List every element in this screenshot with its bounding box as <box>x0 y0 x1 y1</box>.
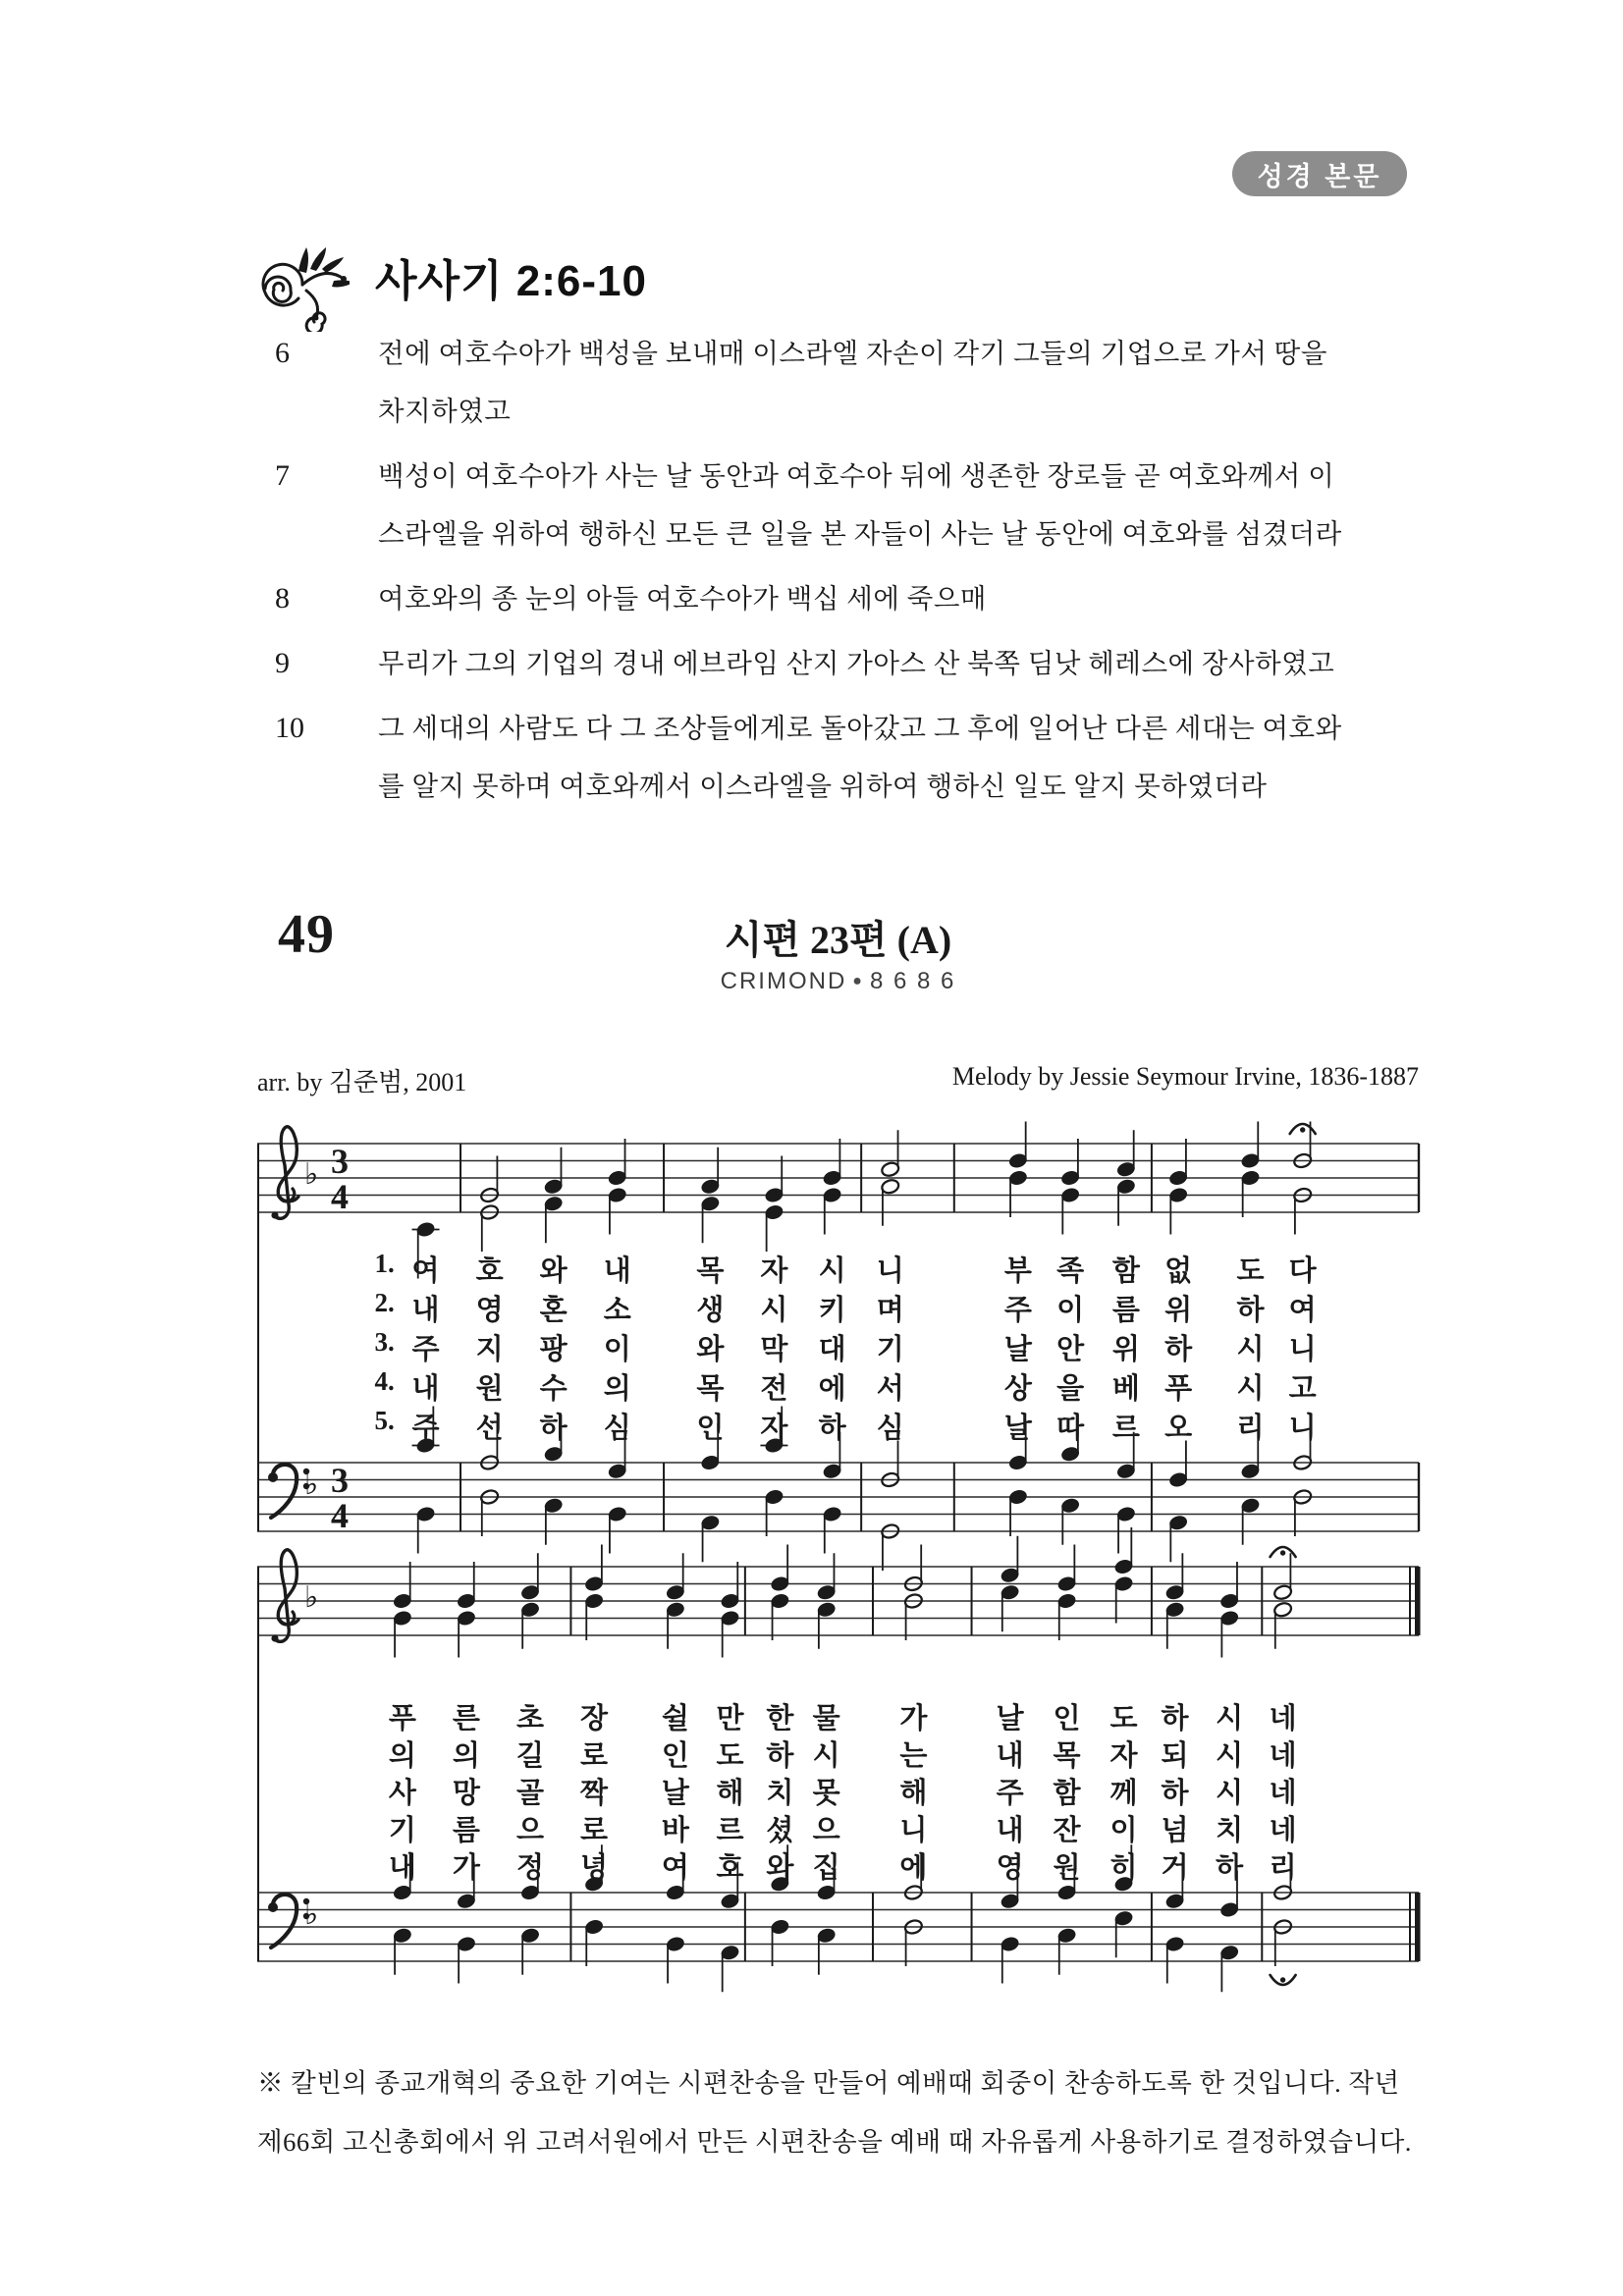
lyric-syllable: 주 <box>996 1778 1024 1809</box>
lyric-syllable: 목 <box>696 1255 725 1287</box>
lyric-row <box>257 1734 1419 1771</box>
lyric-syllable: 함 <box>1053 1778 1081 1809</box>
lyric-syllable: 만 <box>716 1703 744 1735</box>
lyric-syllable: 니 <box>1288 1334 1317 1365</box>
verse-row <box>275 699 1434 815</box>
lyric-syllable: 에 <box>818 1373 846 1405</box>
lyric-syllable: 장 <box>580 1703 609 1735</box>
lyric-syllable: 심 <box>603 1413 631 1444</box>
lyric-syllable: 기 <box>876 1334 904 1365</box>
lyric-syllable: 날 <box>1003 1413 1032 1444</box>
scripture-title: 사사기 2:6-10 <box>375 257 647 305</box>
lyric-syllable: 시 <box>812 1740 840 1772</box>
lyric-syllable: 으 <box>812 1815 840 1846</box>
lyric-syllable: 른 <box>452 1703 480 1735</box>
verse-line: 백성이 여호수아가 사는 날 동안과 여호수아 뒤에 생존한 장로들 곧 여호와께서 이 <box>378 460 1335 491</box>
lyric-syllable: 하 <box>1164 1334 1193 1365</box>
lyric-row <box>257 1808 1419 1845</box>
stanza-number: 3. <box>374 1327 395 1357</box>
lyric-syllable: 소 <box>603 1295 631 1326</box>
lyric-syllable: 기 <box>388 1815 416 1846</box>
lyric-syllable: 짝 <box>580 1778 609 1809</box>
lyric-syllable: 팡 <box>539 1334 568 1365</box>
lyric-syllable: 니 <box>876 1255 904 1287</box>
lyric-syllable: 되 <box>1161 1740 1189 1772</box>
lyric-syllable: 정 <box>515 1852 545 1884</box>
lyric-syllable: 주 <box>411 1413 440 1444</box>
lyric-syllable: 넘 <box>1161 1815 1189 1846</box>
lyric-syllable: 날 <box>1003 1334 1032 1365</box>
verse-line: 스라엘을 위하여 행하신 모든 큰 일을 본 자들이 사는 날 동안에 여호와를 섬겼더라 <box>378 518 1342 549</box>
lyric-syllable: 못 <box>812 1778 840 1809</box>
lyric-syllable: 여 <box>1288 1295 1317 1326</box>
lyric-syllable: 도 <box>1109 1703 1138 1735</box>
svg-text:4: 4 <box>331 1177 349 1216</box>
lyric-syllable: 내 <box>411 1373 440 1405</box>
lyric-syllable: 내 <box>996 1815 1024 1846</box>
verse-text <box>378 699 1434 815</box>
lyric-syllable: 바 <box>661 1815 689 1846</box>
svg-text:♭: ♭ <box>304 1468 319 1502</box>
lyric-syllable: 함 <box>1111 1255 1140 1287</box>
lyric-syllable: 시 <box>1236 1373 1265 1405</box>
lyric-syllable: 여 <box>411 1255 440 1287</box>
lyric-row <box>257 1249 1419 1286</box>
lyric-syllable: 로 <box>580 1740 609 1772</box>
hymn-title: 시편 23편 (A) <box>724 918 952 962</box>
lyric-syllable: 르 <box>716 1815 744 1846</box>
lyric-syllable: 따 <box>1056 1413 1085 1444</box>
lyric-syllable: 내 <box>388 1852 416 1884</box>
lyric-syllable: 선 <box>475 1413 504 1444</box>
lyric-syllable: 시 <box>818 1255 846 1287</box>
verse-text <box>378 324 1434 440</box>
lyric-syllable: 하 <box>1236 1295 1265 1326</box>
verse-line: 차지하였고 <box>378 396 512 426</box>
verse-number: 10 <box>275 712 304 744</box>
verse-number: 7 <box>275 459 290 492</box>
verse-row <box>275 569 1434 627</box>
lyric-syllable: 하 <box>1161 1778 1189 1809</box>
lyric-syllable: 사 <box>388 1778 416 1809</box>
lyric-syllable: 족 <box>1056 1255 1085 1287</box>
verse-line: 전에 여호수아가 백성을 보내매 이스라엘 자손이 각기 그들의 기업으로 가서 땅을 <box>378 338 1327 368</box>
lyric-syllable: 심 <box>876 1413 904 1444</box>
lyric-syllable: 와 <box>696 1334 725 1365</box>
lyric-syllable: 목 <box>696 1373 725 1405</box>
lyric-syllable: 위 <box>1111 1334 1140 1365</box>
lyric-row <box>257 1288 1419 1325</box>
lyric-syllable: 푸 <box>1164 1373 1193 1405</box>
lyric-syllable: 부 <box>1003 1255 1032 1287</box>
footnote-line: ※ 칼빈의 종교개혁의 중요한 기여는 시편찬송을 만들어 예배때 회중이 찬송하도록 한 것입니다. 작년 <box>257 2068 1400 2098</box>
lyric-syllable: 자 <box>1109 1740 1138 1772</box>
lyric-row <box>257 1366 1419 1404</box>
svg-text:4: 4 <box>331 1496 349 1535</box>
lyric-syllable: 지 <box>475 1334 504 1365</box>
lyric-syllable: 영 <box>996 1852 1024 1884</box>
lyric-syllable: 하 <box>818 1413 846 1444</box>
lyric-syllable: 하 <box>539 1413 568 1444</box>
lyric-syllable: 주 <box>1003 1295 1032 1326</box>
lyric-syllable: 주 <box>411 1334 440 1365</box>
verse-list <box>275 324 1434 822</box>
lyric-syllable: 리 <box>1269 1852 1297 1884</box>
lyric-syllable: 가 <box>899 1703 928 1735</box>
svg-text:♭: ♭ <box>304 1897 319 1932</box>
lyric-syllable: 도 <box>716 1740 744 1772</box>
lyric-syllable: 키 <box>818 1295 846 1326</box>
verse-line: 여호와의 종 눈의 아들 여호수아가 백십 세에 죽으매 <box>378 583 987 614</box>
verse-text <box>378 569 1434 627</box>
verse-number: 8 <box>275 582 290 614</box>
lyric-syllable: 네 <box>1269 1815 1297 1846</box>
lyric-syllable: 서 <box>876 1373 904 1405</box>
footnote <box>257 2054 1426 2171</box>
lyric-syllable: 히 <box>1109 1852 1138 1884</box>
lyric-syllable: 니 <box>1288 1413 1317 1444</box>
lyric-syllable: 로 <box>580 1815 609 1846</box>
lyric-syllable: 르 <box>1111 1413 1140 1444</box>
lyric-syllable: 오 <box>1164 1413 1193 1444</box>
verse-number: 9 <box>275 647 290 679</box>
svg-text:3: 3 <box>331 1142 349 1181</box>
lyric-syllable: 는 <box>899 1740 928 1772</box>
lyric-syllable: 내 <box>996 1740 1024 1772</box>
bullet-separator: ● <box>852 973 864 989</box>
lyric-syllable: 에 <box>899 1852 928 1884</box>
lyric-syllable: 영 <box>475 1295 504 1326</box>
section-badge <box>1232 151 1407 196</box>
verse-line: 무리가 그의 기업의 경내 에브라임 산지 가아스 산 북쪽 딤낫 헤레스에 장사하였고 <box>378 648 1335 678</box>
lyric-syllable: 시 <box>1216 1703 1244 1735</box>
hymn-number: 49 <box>278 904 335 965</box>
lyric-syllable: 시 <box>1236 1334 1265 1365</box>
lyric-syllable: 시 <box>1216 1778 1244 1809</box>
lyric-syllable: 호 <box>716 1852 744 1884</box>
lyric-syllable: 날 <box>996 1703 1024 1735</box>
lyric-syllable: 이 <box>603 1334 631 1365</box>
lyric-syllable: 며 <box>876 1295 904 1326</box>
lyric-syllable: 물 <box>812 1703 840 1735</box>
lyric-syllable: 니 <box>899 1815 928 1846</box>
lyric-syllable: 혼 <box>539 1295 568 1326</box>
lyric-syllable: 위 <box>1164 1295 1193 1326</box>
verse-text <box>378 634 1434 692</box>
lyric-syllable: 네 <box>1269 1740 1297 1772</box>
svg-text:♭: ♭ <box>304 1580 319 1615</box>
lyric-syllable: 의 <box>388 1740 416 1772</box>
lyric-syllable: 름 <box>452 1815 480 1846</box>
lyric-syllable: 거 <box>1161 1852 1189 1884</box>
lyric-syllable: 해 <box>899 1778 928 1809</box>
lyric-syllable: 푸 <box>388 1703 416 1735</box>
lyric-syllable: 치 <box>766 1778 794 1809</box>
lyric-row <box>257 1845 1419 1883</box>
lyric-syllable: 의 <box>452 1740 480 1772</box>
lyric-syllable: 망 <box>452 1778 480 1809</box>
lyric-syllable: 날 <box>661 1778 689 1809</box>
lyric-syllable: 생 <box>696 1295 725 1326</box>
lyric-syllable: 한 <box>766 1703 794 1735</box>
arranger-credit: arr. by 김준범, 2001 <box>257 1068 467 1096</box>
lyric-syllable: 도 <box>1236 1255 1265 1287</box>
lyric-syllable: 으 <box>515 1815 545 1846</box>
lyric-syllable: 원 <box>1053 1852 1081 1884</box>
verse-row <box>275 634 1434 692</box>
stanza-number: 5. <box>374 1406 395 1435</box>
lyrics-system2 <box>257 1696 1419 1893</box>
lyric-syllable: 름 <box>1111 1295 1140 1326</box>
lyric-syllable: 네 <box>1269 1778 1297 1809</box>
lyric-syllable: 다 <box>1288 1255 1317 1287</box>
lyric-syllable: 없 <box>1164 1255 1193 1287</box>
tune-name: CRIMOND <box>720 968 847 994</box>
section-badge-label: 성경 본문 <box>1257 161 1382 191</box>
lyrics-system1 <box>257 1249 1419 1450</box>
lyric-syllable: 네 <box>1269 1703 1297 1735</box>
lyric-syllable: 원 <box>475 1373 504 1405</box>
lyric-syllable: 안 <box>1056 1334 1085 1365</box>
verse-number: 6 <box>275 337 290 369</box>
lyric-syllable: 시 <box>1216 1740 1244 1772</box>
lyric-syllable: 의 <box>603 1373 631 1405</box>
lyric-syllable: 고 <box>1288 1373 1317 1405</box>
meter: 8 6 8 6 <box>869 968 956 994</box>
lyric-syllable: 내 <box>411 1295 440 1326</box>
lyric-syllable: 해 <box>716 1778 744 1809</box>
lyric-syllable: 셨 <box>766 1815 794 1846</box>
lyric-syllable: 내 <box>603 1255 631 1287</box>
lyric-syllable: 베 <box>1111 1373 1140 1405</box>
lyric-syllable: 골 <box>515 1778 545 1809</box>
verse-text <box>378 447 1434 562</box>
melody-credit: Melody by Jessie Seymour Irvine, 1836-1887 <box>951 1062 1419 1091</box>
lyric-syllable: 자 <box>760 1413 788 1444</box>
lyric-syllable: 호 <box>475 1255 504 1287</box>
lyric-syllable: 가 <box>452 1852 480 1884</box>
lyric-row <box>257 1327 1419 1364</box>
lyric-syllable: 시 <box>760 1295 788 1326</box>
lyric-syllable: 초 <box>515 1703 545 1735</box>
lyric-syllable: 인 <box>696 1413 725 1444</box>
lyric-syllable: 을 <box>1056 1373 1085 1405</box>
lyric-syllable: 집 <box>812 1852 840 1884</box>
lyric-syllable: 수 <box>539 1373 568 1405</box>
lyric-syllable: 인 <box>1053 1703 1081 1735</box>
lyric-syllable: 전 <box>760 1373 788 1405</box>
lyric-syllable: 상 <box>1003 1373 1032 1405</box>
lyric-syllable: 이 <box>1056 1295 1085 1326</box>
lyric-syllable: 치 <box>1216 1815 1244 1846</box>
lyric-syllable: 하 <box>1216 1852 1244 1884</box>
verse-line: 그 세대의 사람도 다 그 조상들에게로 돌아갔고 그 후에 일어난 다른 세대는 여호와 <box>378 713 1342 743</box>
lyric-syllable: 막 <box>760 1334 788 1365</box>
lyric-syllable: 녕 <box>580 1852 609 1884</box>
lyric-row <box>257 1406 1419 1443</box>
lyric-syllable: 자 <box>760 1255 788 1287</box>
lyric-syllable: 께 <box>1109 1778 1138 1809</box>
lyric-syllable: 여 <box>661 1852 689 1884</box>
lyric-syllable: 리 <box>1236 1413 1265 1444</box>
system2-treble-staff <box>245 1508 1458 1719</box>
lyric-syllable: 길 <box>515 1740 545 1772</box>
stanza-number: 2. <box>374 1288 395 1317</box>
lyric-row <box>257 1771 1419 1808</box>
lyric-syllable: 이 <box>1109 1815 1138 1846</box>
footnote-line: 제66회 고신총회에서 위 고려서원에서 만든 시편찬송을 예배 때 자유롭게 사용하기로 결정하였습니다. <box>257 2127 1412 2157</box>
svg-text:♭: ♭ <box>304 1157 319 1192</box>
lyric-syllable: 잔 <box>1053 1815 1081 1846</box>
verse-row <box>275 447 1434 562</box>
lyric-syllable: 하 <box>766 1740 794 1772</box>
floral-flourish-icon <box>251 234 350 332</box>
stanza-number: 1. <box>374 1249 395 1278</box>
lyric-syllable: 와 <box>539 1255 568 1287</box>
stanza-number: 4. <box>374 1366 395 1396</box>
tune-meter-line <box>257 968 1419 995</box>
lyric-row <box>257 1696 1419 1734</box>
lyric-syllable: 하 <box>1161 1703 1189 1735</box>
svg-text:3: 3 <box>331 1461 349 1500</box>
lyric-syllable: 대 <box>818 1334 846 1365</box>
verse-row <box>275 324 1434 440</box>
lyric-syllable: 인 <box>661 1740 689 1772</box>
lyric-syllable: 와 <box>766 1852 794 1884</box>
lyric-syllable: 쉴 <box>661 1703 689 1735</box>
verse-line: 를 알지 못하며 여호와께서 이스라엘을 위하여 행하신 일도 알지 못하였더라 <box>378 771 1268 801</box>
lyric-syllable: 목 <box>1053 1740 1081 1772</box>
